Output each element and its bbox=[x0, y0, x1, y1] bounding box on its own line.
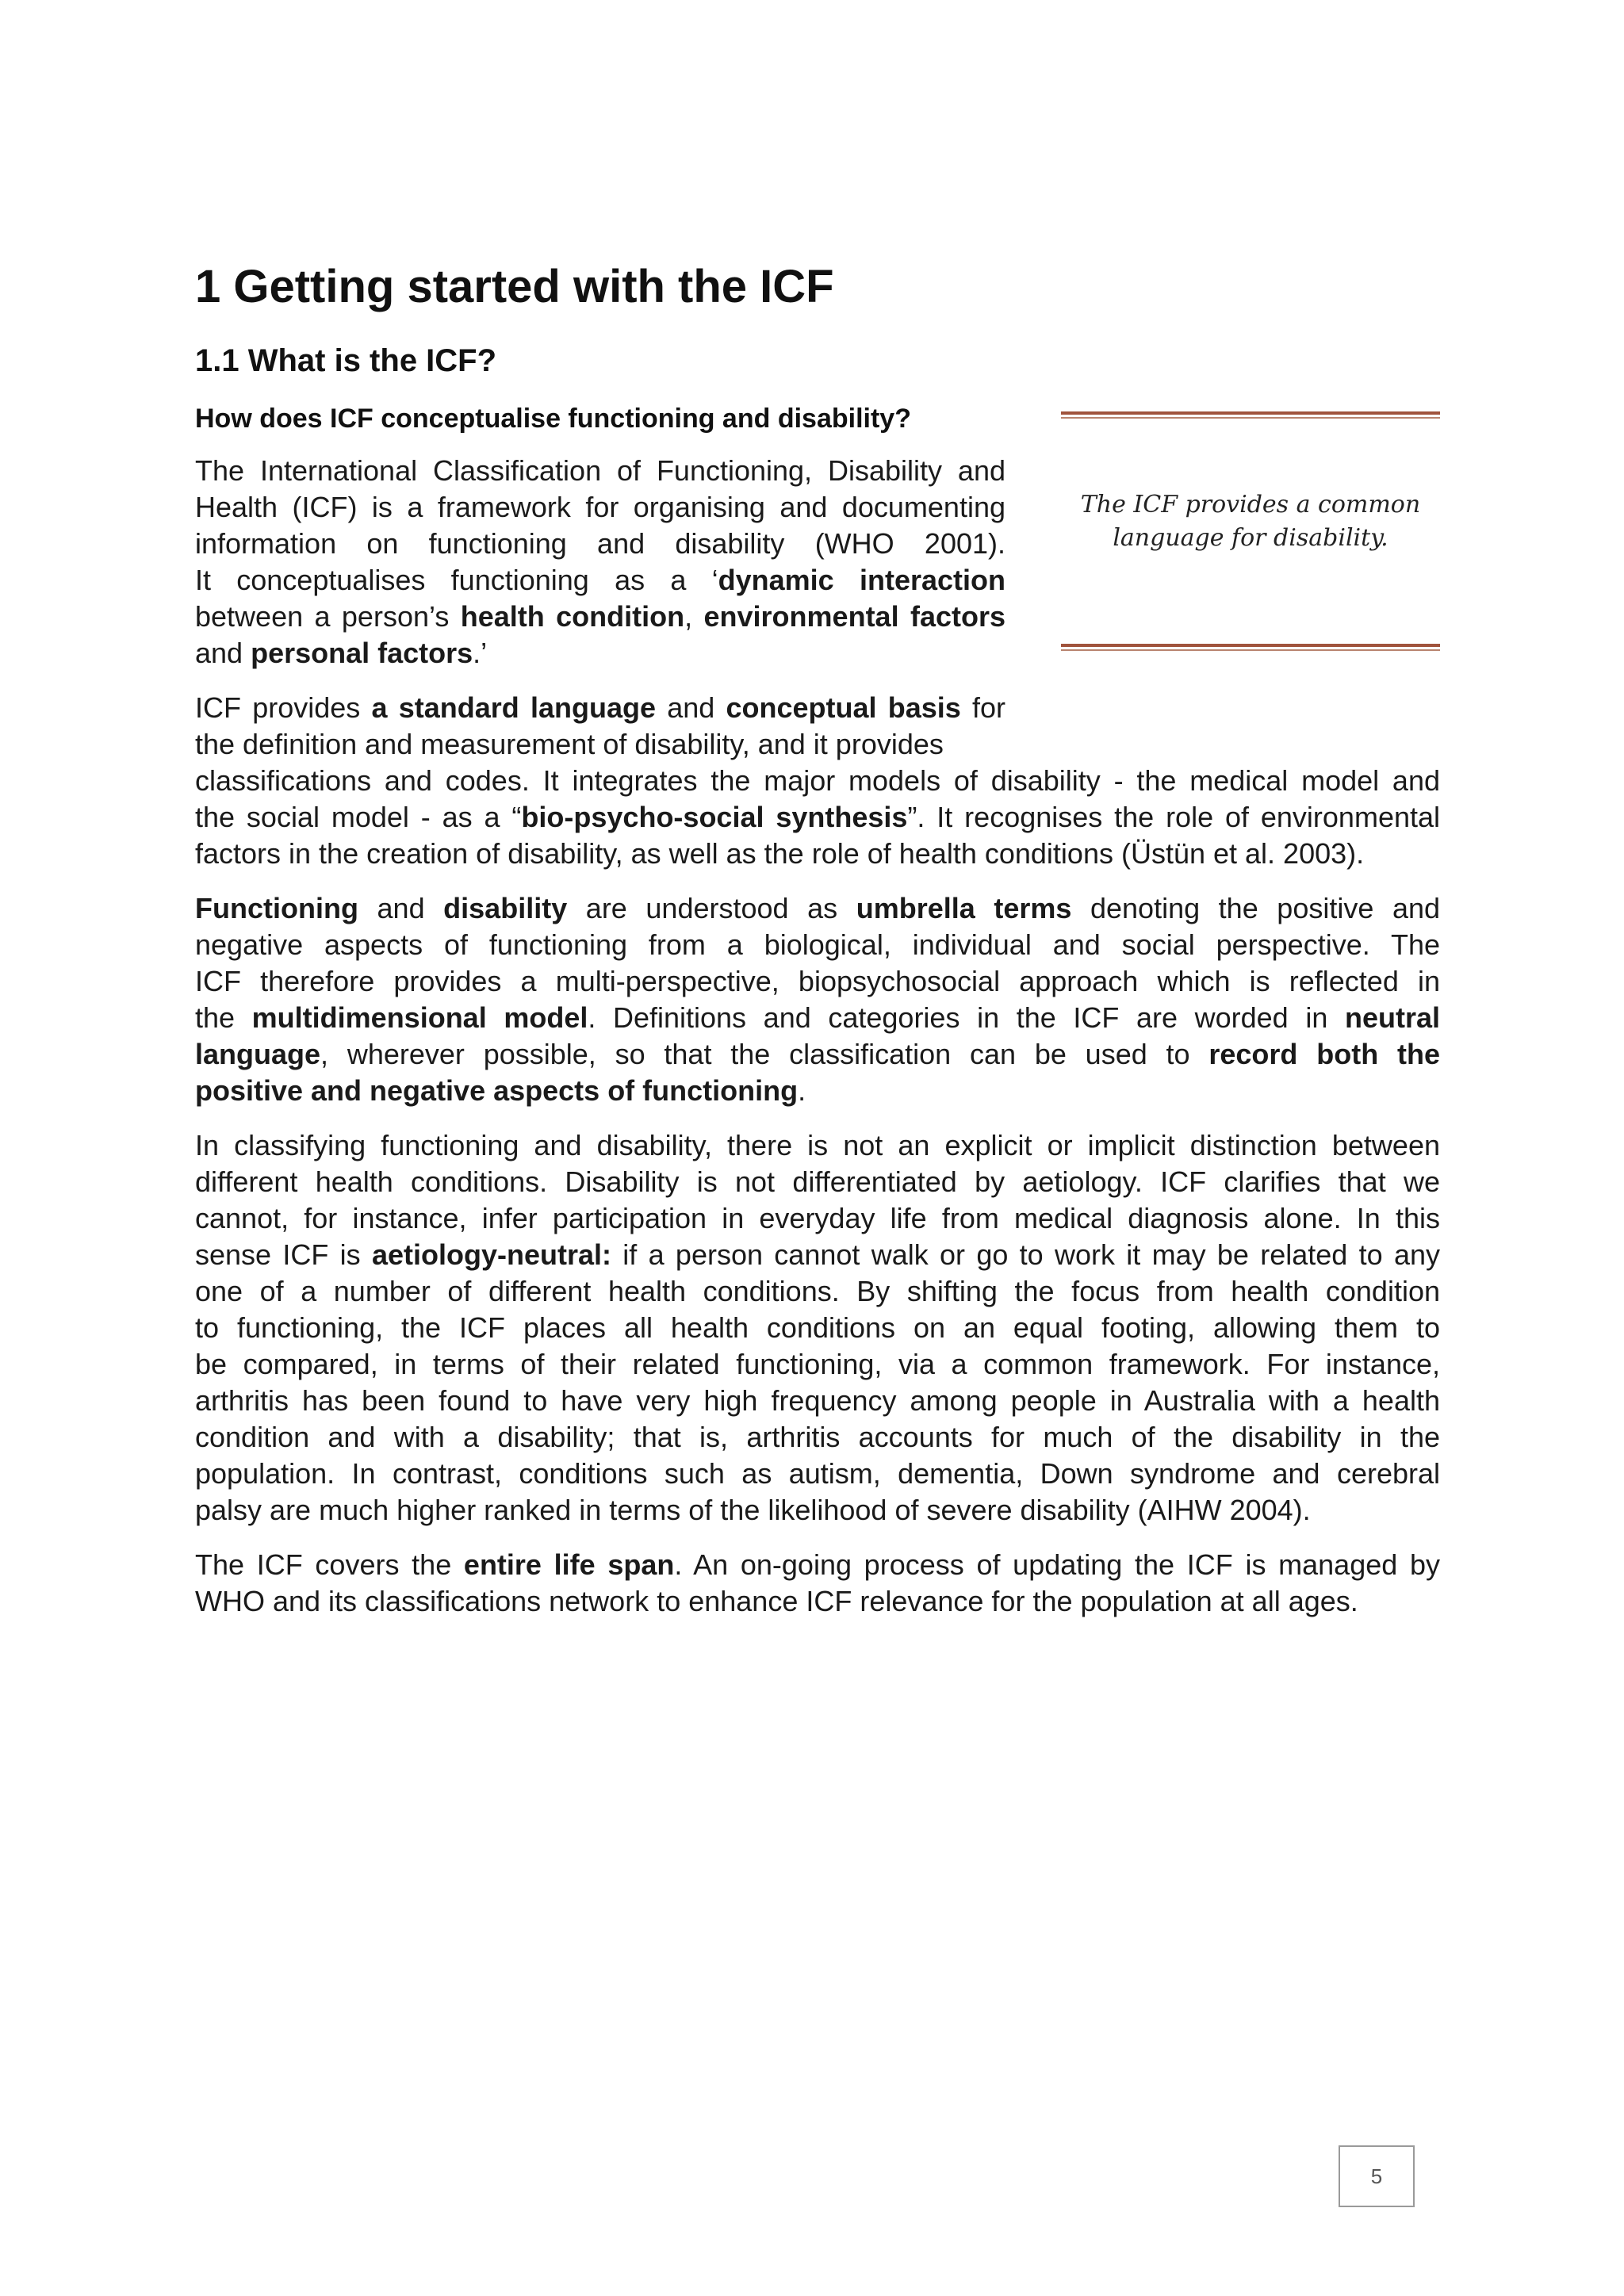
paragraph-line: population. In contrast, conditions such as autism, dementia, Down syndrome and cerebral bbox=[195, 1457, 1440, 1490]
callout-line-2: language for disability. bbox=[1113, 524, 1388, 552]
bold-term: environmental factors bbox=[703, 600, 1006, 633]
paragraph-line: sense ICF is aetiology-neutral: if a person cannot walk or go to work it may be related to any bbox=[195, 1238, 1440, 1271]
paragraph-line: information on functioning and disability (WHO 2001). bbox=[195, 527, 1005, 560]
bold-term: neutral bbox=[1344, 1001, 1440, 1034]
paragraph-line: WHO and its classifications network to enhance ICF relevance for the population at all ages. bbox=[195, 1585, 1358, 1617]
paragraph-line: one of a number of different health conditions. By shifting the focus from health condition bbox=[195, 1275, 1440, 1307]
bold-term: record both the bbox=[1208, 1038, 1440, 1070]
paragraph-line: arthritis has been found to have very high frequency among people in Australia with a health bbox=[195, 1384, 1440, 1417]
bold-term: bio-psycho-social synthesis bbox=[521, 801, 908, 833]
paragraph-line: Health (ICF) is a framework for organising and documenting bbox=[195, 491, 1005, 523]
paragraph-line: ICF therefore provides a multi-perspective, biopsychosocial approach which is reflected in bbox=[195, 965, 1440, 997]
paragraph-line: The ICF covers the entire life span. An on-going process of updating the ICF is managed by bbox=[195, 1548, 1440, 1581]
paragraph-line: condition and with a disability; that is, arthritis accounts for much of the disability in the bbox=[195, 1421, 1440, 1453]
chapter-heading: 1 Getting started with the ICF bbox=[195, 261, 834, 312]
paragraph-line: negative aspects of functioning from a biological, individual and social perspective. The bbox=[195, 928, 1440, 961]
paragraph-line: be compared, in terms of their related functioning, via a common framework. For instance, bbox=[195, 1348, 1440, 1380]
bold-term: positive and negative aspects of functioning bbox=[195, 1074, 799, 1107]
paragraph-line: It conceptualises functioning as a ‘dynamic interaction bbox=[195, 564, 1005, 596]
bold-term: a standard language bbox=[371, 691, 656, 724]
section-heading: 1.1 What is the ICF? bbox=[195, 343, 497, 378]
bold-term: aetiology-neutral: bbox=[371, 1238, 611, 1271]
callout-top-rule bbox=[1061, 411, 1440, 419]
page-number: 5 bbox=[1339, 2145, 1415, 2207]
paragraph-line: In classifying functioning and disability, there is not an explicit or implicit distinction between bbox=[195, 1129, 1440, 1161]
paragraph-line: the multidimensional model. Definitions and categories in the ICF are worded in neutral bbox=[195, 1001, 1440, 1034]
bold-term: Functioning bbox=[195, 892, 358, 924]
paragraph-line: and personal factors.’ bbox=[195, 637, 488, 669]
paragraph-line: to functioning, the ICF places all health conditions on an equal footing, allowing them to bbox=[195, 1311, 1440, 1344]
paragraph-line: the definition and measurement of disability, and it provides bbox=[195, 728, 944, 760]
paragraph-line: cannot, for instance, infer participation in everyday life from medical diagnosis alone. In this bbox=[195, 1202, 1440, 1234]
callout-bottom-rule bbox=[1061, 644, 1440, 651]
paragraph-line: factors in the creation of disability, as well as the role of health conditions (Üstün et al. 2003). bbox=[195, 837, 1365, 870]
paragraph-line: the social model - as a “bio-psycho-social synthesis”. It recognises the role of environmental bbox=[195, 801, 1441, 833]
bold-term: multidimensional model bbox=[251, 1001, 588, 1034]
bold-term: disability bbox=[443, 892, 568, 924]
paragraph-line: ICF provides a standard language and conceptual basis for bbox=[195, 691, 1005, 724]
bold-term: umbrella terms bbox=[856, 892, 1072, 924]
paragraph-line: different health conditions. Disability is not differentiated by aetiology. ICF clarifies that we bbox=[195, 1165, 1440, 1198]
subsection-heading: How does ICF conceptualise functioning and disability? bbox=[195, 404, 911, 434]
bold-term: conceptual basis bbox=[726, 691, 961, 724]
bold-term: health condition bbox=[460, 600, 685, 633]
paragraph-line: Functioning and disability are understood as umbrella terms denoting the positive and bbox=[195, 892, 1441, 924]
bold-term: entire life span bbox=[463, 1548, 675, 1581]
paragraph-line: positive and negative aspects of functioning. bbox=[195, 1074, 806, 1107]
bold-term: language bbox=[195, 1038, 321, 1070]
paragraph-line: palsy are much higher ranked in terms of the likelihood of severe disability (AIHW 2004). bbox=[195, 1494, 1311, 1526]
callout-line-1: The ICF provides a common bbox=[1080, 491, 1421, 519]
bold-term: dynamic interaction bbox=[718, 564, 1005, 596]
paragraph-line: between a person’s health condition, environmental factors bbox=[195, 600, 1006, 633]
paragraph-line: The International Classification of Functioning, Disability and bbox=[195, 454, 1005, 487]
paragraph-line: classifications and codes. It integrates the major models of disability - the medical model and bbox=[195, 764, 1440, 797]
bold-term: personal factors bbox=[251, 637, 473, 669]
paragraph-line: language, wherever possible, so that the classification can be used to record both the bbox=[195, 1038, 1440, 1070]
